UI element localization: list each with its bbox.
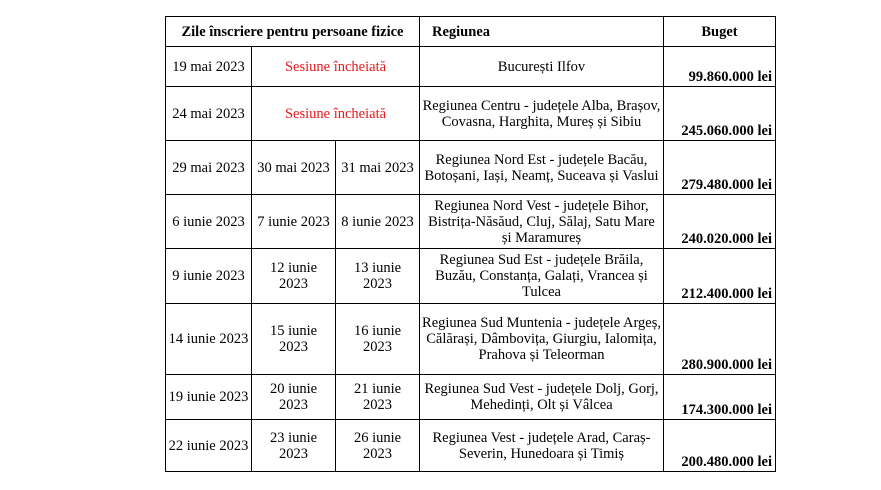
table-row <box>166 420 776 472</box>
table-row <box>166 304 776 375</box>
region-cell: Regiunea Centru - județele Alba, Brașov, Covasna, Harghita, Mureș și Sibiu <box>420 87 664 141</box>
day-cell: 30 mai 2023 <box>252 141 336 195</box>
header-budget: Buget <box>664 17 776 47</box>
region-cell: Regiunea Sud Est - județele Brăila, Buzău, Constanța, Galați, Vrancea și Tulcea <box>420 249 664 304</box>
schedule-table <box>165 16 776 472</box>
region-cell: Regiunea Vest - județele Arad, Caraș-Severin, Hunedoara și Timiș <box>420 420 664 472</box>
day-cell: 16 iunie 2023 <box>336 304 420 375</box>
table-header-row <box>166 17 776 47</box>
day-cell: 7 iunie 2023 <box>252 195 336 249</box>
budget-cell: 240.020.000 lei <box>664 195 776 249</box>
day-cell: 6 iunie 2023 <box>166 195 252 249</box>
header-region: Regiunea <box>420 17 664 47</box>
table-row <box>166 87 776 141</box>
schedule-table-viewport <box>165 16 777 470</box>
budget-cell: 245.060.000 lei <box>664 87 776 141</box>
day-cell: 19 iunie 2023 <box>166 375 252 420</box>
region-cell: Regiunea Nord Vest - județele Bihor, Bistrița-Năsăud, Cluj, Sălaj, Satu Mare și Maramureș <box>420 195 664 249</box>
day-cell: 22 iunie 2023 <box>166 420 252 472</box>
budget-cell: 212.400.000 lei <box>664 249 776 304</box>
day-cell: 15 iunie 2023 <box>252 304 336 375</box>
budget-cell: 174.300.000 lei <box>664 375 776 420</box>
day-cell: 24 mai 2023 <box>166 87 252 141</box>
day-cell: 12 iunie 2023 <box>252 249 336 304</box>
session-status: Sesiune încheiată <box>252 87 420 141</box>
table-row <box>166 375 776 420</box>
budget-cell: 280.900.000 lei <box>664 304 776 375</box>
region-cell: Regiunea Sud Muntenia - județele Argeș, Călărași, Dâmbovița, Giurgiu, Ialomița, Prahova și Teleorman <box>420 304 664 375</box>
region-cell: București Ilfov <box>420 47 664 87</box>
table-row <box>166 141 776 195</box>
day-cell: 29 mai 2023 <box>166 141 252 195</box>
day-cell: 23 iunie 2023 <box>252 420 336 472</box>
header-days: Zile înscriere pentru persoane fizice <box>166 17 420 47</box>
day-cell: 19 mai 2023 <box>166 47 252 87</box>
day-cell: 13 iunie 2023 <box>336 249 420 304</box>
table-row <box>166 249 776 304</box>
budget-cell: 279.480.000 lei <box>664 141 776 195</box>
day-cell: 14 iunie 2023 <box>166 304 252 375</box>
budget-cell: 99.860.000 lei <box>664 47 776 87</box>
session-status: Sesiune încheiată <box>252 47 420 87</box>
day-cell: 9 iunie 2023 <box>166 249 252 304</box>
budget-cell: 200.480.000 lei <box>664 420 776 472</box>
table-row <box>166 195 776 249</box>
day-cell: 8 iunie 2023 <box>336 195 420 249</box>
day-cell: 31 mai 2023 <box>336 141 420 195</box>
region-cell: Regiunea Sud Vest - județele Dolj, Gorj, Mehedinți, Olt și Vâlcea <box>420 375 664 420</box>
day-cell: 21 iunie 2023 <box>336 375 420 420</box>
day-cell: 26 iunie 2023 <box>336 420 420 472</box>
table-row <box>166 47 776 87</box>
region-cell: Regiunea Nord Est - județele Bacău, Botoșani, Iași, Neamț, Suceava și Vaslui <box>420 141 664 195</box>
day-cell: 20 iunie 2023 <box>252 375 336 420</box>
